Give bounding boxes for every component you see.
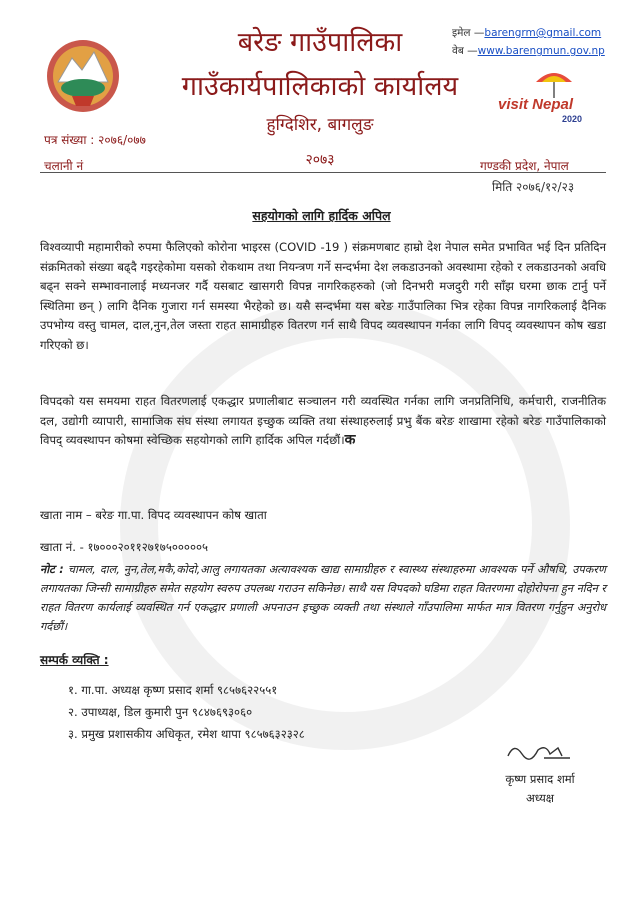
chalani-number: चलानी नं	[44, 159, 84, 173]
office-address: हुग्दिशिर, बागलुङ	[266, 115, 374, 135]
account-name: खाता नाम – बरेङ गा.पा. विपद व्यवस्थापन कोष खाता	[40, 508, 267, 522]
email-link[interactable]: barengrm@gmail.com	[484, 27, 602, 39]
signature-scribble	[500, 738, 580, 764]
nepal-emblem-icon	[42, 36, 124, 114]
umbrella-icon	[496, 62, 614, 126]
note-text: चामल, दाल, नुन,तेल,मकै,कोदो,आलु लगायतका अत्यावश्यक खाद्य सामाग्रीहरु र स्वास्थ्य संस्थाहरुमा आवश्यक पर्ने औषधि, उपकरण लगायतका जिन्सी सामाग्रीहरु समेत सहयोग स्वरुप उपलब्ध गराउन सकिनेछ। साथै यस विपदको घडिमा राहत वितरणमा दोहोरोपना हुन नदिन र राहत वितरण कार्यलाई व्यवस्थित गर्न एकद्धार प्रणाली अपनाउन इच्छुक व्यक्ती तथा संस्थाले गाँउपालिमा मार्फत मात्र वितरण गर्नुहुन अनुरोध गर्दछौं।	[40, 563, 606, 633]
established-year: २०७३	[305, 152, 335, 168]
province-label: गण्डकी प्रदेश, नेपाल	[480, 159, 569, 173]
email-label: इमेल —	[452, 27, 485, 39]
header-divider	[40, 172, 606, 173]
body-paragraph-2-text: विपदको यस समयमा राहत वितरणलाई एकद्धार प्रणालीबाट सञ्चालन गरी व्यवस्थित गर्नका लागि जनप्रतिनिधि, कर्मचारी, राजनीतिक दल, उद्योगी व्यापारी, सामाजिक संघ संस्था लगायत इच्छुक व्यक्ति तथा संस्थाहरुलाई प्रभु बैंक बरेङ शाखामा रहेको बरेङ गाउँपालिकाको विपद् व्यवस्थापन कोषमा स्वेच्छिक सहयोगको लागि हार्दिक अपिल गर्दछौं।	[40, 394, 606, 448]
logo-text: visit Nepal	[498, 96, 574, 113]
web-line	[452, 44, 605, 58]
body-paragraph-1: विश्वव्यापी महामारीको रुपमा फैलिएको कोरोना भाइरस (COVID -19 ) संक्रमणबाट हाम्रो देश नेपाल समेत प्रभावित भई दिन प्रतिदिन संक्रमितको संख्या बढ्दै गइरहेकोमा यसको रोकथाम तथा नियन्त्रण गर्ने सन्दर्भमा देश लकडाउनको अवस्थामा रहेको र लकडाउनको अवधि बढ्न सक्ने सम्भावनालाई मध्यनजर गर्दै यसबाट खासगरी विपन्न नागरिकहरुको (जो दिनभरी मजदुरी गरी साँझ घरमा छाक टार्नु पर्ने स्थितिमा छन् ) लागि दैनिक गुजारा गर्न समस्या भैरहेको छ। यसै सन्दर्भमा यस बरेङ गाउँपालिका भित्र रहेका विपन्न नागरिकलाई दैनिक उपभोग्य वस्तु चामल, दाल,नुन,तेल जस्ता राहत सामाग्रीहरु वितरण गर्न साथै विपद व्यवस्थापन गर्नका लागि विपद् व्यवस्थापन कोष खडा गरिएको छ।	[40, 240, 606, 352]
letter-date: मिति २०७६/१२/२३	[492, 180, 575, 194]
web-label: वेब —	[452, 45, 478, 57]
web-link[interactable]: www.barengmun.gov.np	[477, 45, 605, 57]
body-paragraph-2	[40, 392, 606, 451]
contact-item-1: १. गा.पा. अध्यक्ष कृष्ण प्रसाद शर्मा ९८५७६२२५५१	[68, 683, 278, 697]
signatory-title: अध्यक्ष	[525, 791, 555, 805]
signature-block	[480, 738, 600, 806]
office-title-line2: गाउँकार्यपालिकाको कार्यालय	[181, 71, 459, 102]
signatory-name: कृष्ण प्रसाद शर्मा	[505, 772, 575, 786]
patra-sankhya: पत्र संख्या : २०७६/०७७	[44, 133, 146, 147]
logo-year: 2020	[562, 114, 583, 124]
para2-mark: क	[344, 432, 356, 449]
email-line	[452, 26, 601, 40]
contact-item-3: ३. प्रमुख प्रशासकीय अधिकृत, रमेश थापा ९८५७६३२३२८	[68, 727, 305, 741]
visit-nepal-logo	[496, 62, 614, 126]
note-label: नोट :	[40, 563, 64, 576]
note-paragraph	[40, 560, 606, 636]
contact-item-2: २. उपाध्यक्ष, डिल कुमारी पुन ९८४७६९३०६०	[68, 705, 253, 719]
letter-subject: सहयोगको लागि हार्दिक अपिल	[252, 208, 391, 223]
office-title-line1: बरेङ गाउँपालिका	[237, 27, 403, 58]
contacts-heading: सम्पर्क व्यक्ति :	[40, 653, 109, 667]
account-number: खाता नं. - १७०००२०११२७१७५०००००५	[40, 540, 209, 554]
